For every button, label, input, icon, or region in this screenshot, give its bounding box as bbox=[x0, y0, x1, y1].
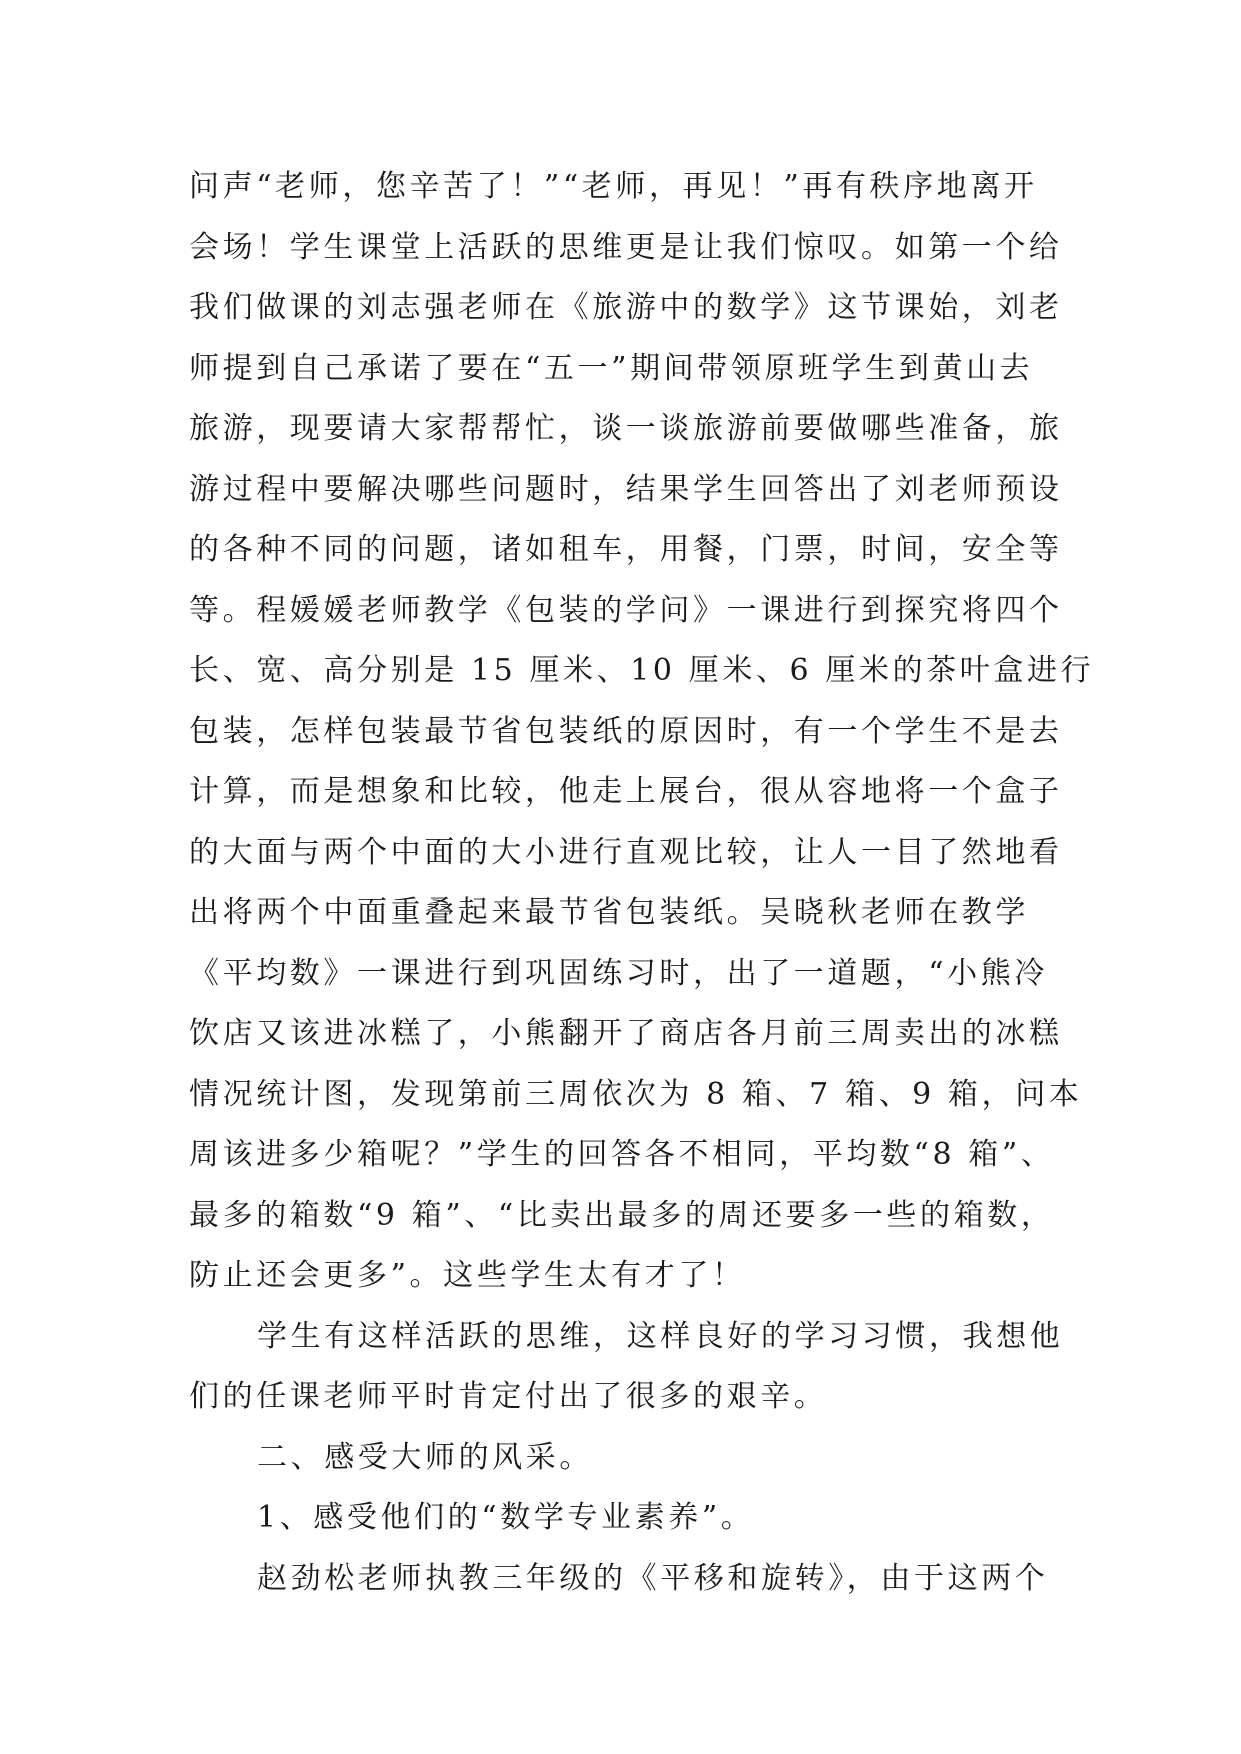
text-line: 旅游，现要请大家帮帮忙，谈一谈旅游前要做哪些准备，旅 bbox=[189, 411, 1063, 446]
text-line: 我们做课的刘志强老师在《旅游中的数学》这节课始，刘老 bbox=[189, 290, 1063, 325]
paragraph-first-line: 学生有这样活跃的思维，这样良好的学习习惯，我想他 bbox=[257, 1318, 1064, 1354]
text-line: 的各种不同的问题，诸如租车，用餐，门票，时间，安全等 bbox=[189, 532, 1063, 567]
text-line: 最多的箱数“9 箱”、“比卖出最多的周还要多一些的箱数， bbox=[189, 1197, 1055, 1233]
text-line: 防止还会更多”。这些学生太有才了！ bbox=[189, 1258, 746, 1293]
text-line: 会场！学生课堂上活跃的思维更是让我们惊叹。如第一个给 bbox=[189, 229, 1063, 265]
text-line: 饮店又该进冰糕了，小熊翻开了商店各月前三周卖出的冰糕 bbox=[189, 1016, 1063, 1051]
text-line: 师提到自己承诺了要在“五一”期间带领原班学生到黄山去 bbox=[189, 350, 1034, 386]
document-body bbox=[189, 157, 1095, 1609]
text-line: 周该进多少箱呢？”学生的回答各不相同，平均数“8 箱”、 bbox=[189, 1137, 1055, 1172]
paragraph-first-line: 赵劲松老师执教三年级的《平移和旋转》，由于这两个 bbox=[257, 1560, 1049, 1596]
subsection-heading: 1、感受他们的“数学专业素养”。 bbox=[257, 1500, 755, 1535]
text-line: 游过程中要解决哪些问题时，结果学生回答出了刘老师预设 bbox=[189, 471, 1063, 507]
text-line: 长、宽、高分别是 15 厘米、10 厘米、6 厘米的茶叶盒进行 bbox=[189, 653, 1095, 688]
text-line: 等。程媛媛老师教学《包装的学问》一课进行到探究将四个 bbox=[189, 592, 1063, 628]
text-line: 包装，怎样包装最节省包装纸的原因时，有一个学生不是去 bbox=[189, 713, 1063, 749]
text-line: 问声“老师，您辛苦了！”“老师，再见！”再有秩序地离开 bbox=[189, 169, 1038, 204]
text-line: 的大面与两个中面的大小进行直观比较，让人一目了然地看 bbox=[189, 834, 1063, 870]
section-heading: 二、感受大师的风采。 bbox=[257, 1439, 593, 1475]
text-line: 们的任课老师平时肯定付出了很多的艰辛。 bbox=[189, 1379, 828, 1414]
text-line: 情况统计图，发现第前三周依次为 8 箱、7 箱、9 箱，问本 bbox=[189, 1076, 1083, 1112]
text-line: 出将两个中面重叠起来最节省包装纸。吴晓秋老师在教学 bbox=[189, 895, 1029, 930]
text-line: 《平均数》一课进行到巩固练习时，出了一道题，“小熊冷 bbox=[189, 955, 1048, 991]
text-line: 计算，而是想象和比较，他走上展台，很从容地将一个盒子 bbox=[189, 774, 1063, 809]
